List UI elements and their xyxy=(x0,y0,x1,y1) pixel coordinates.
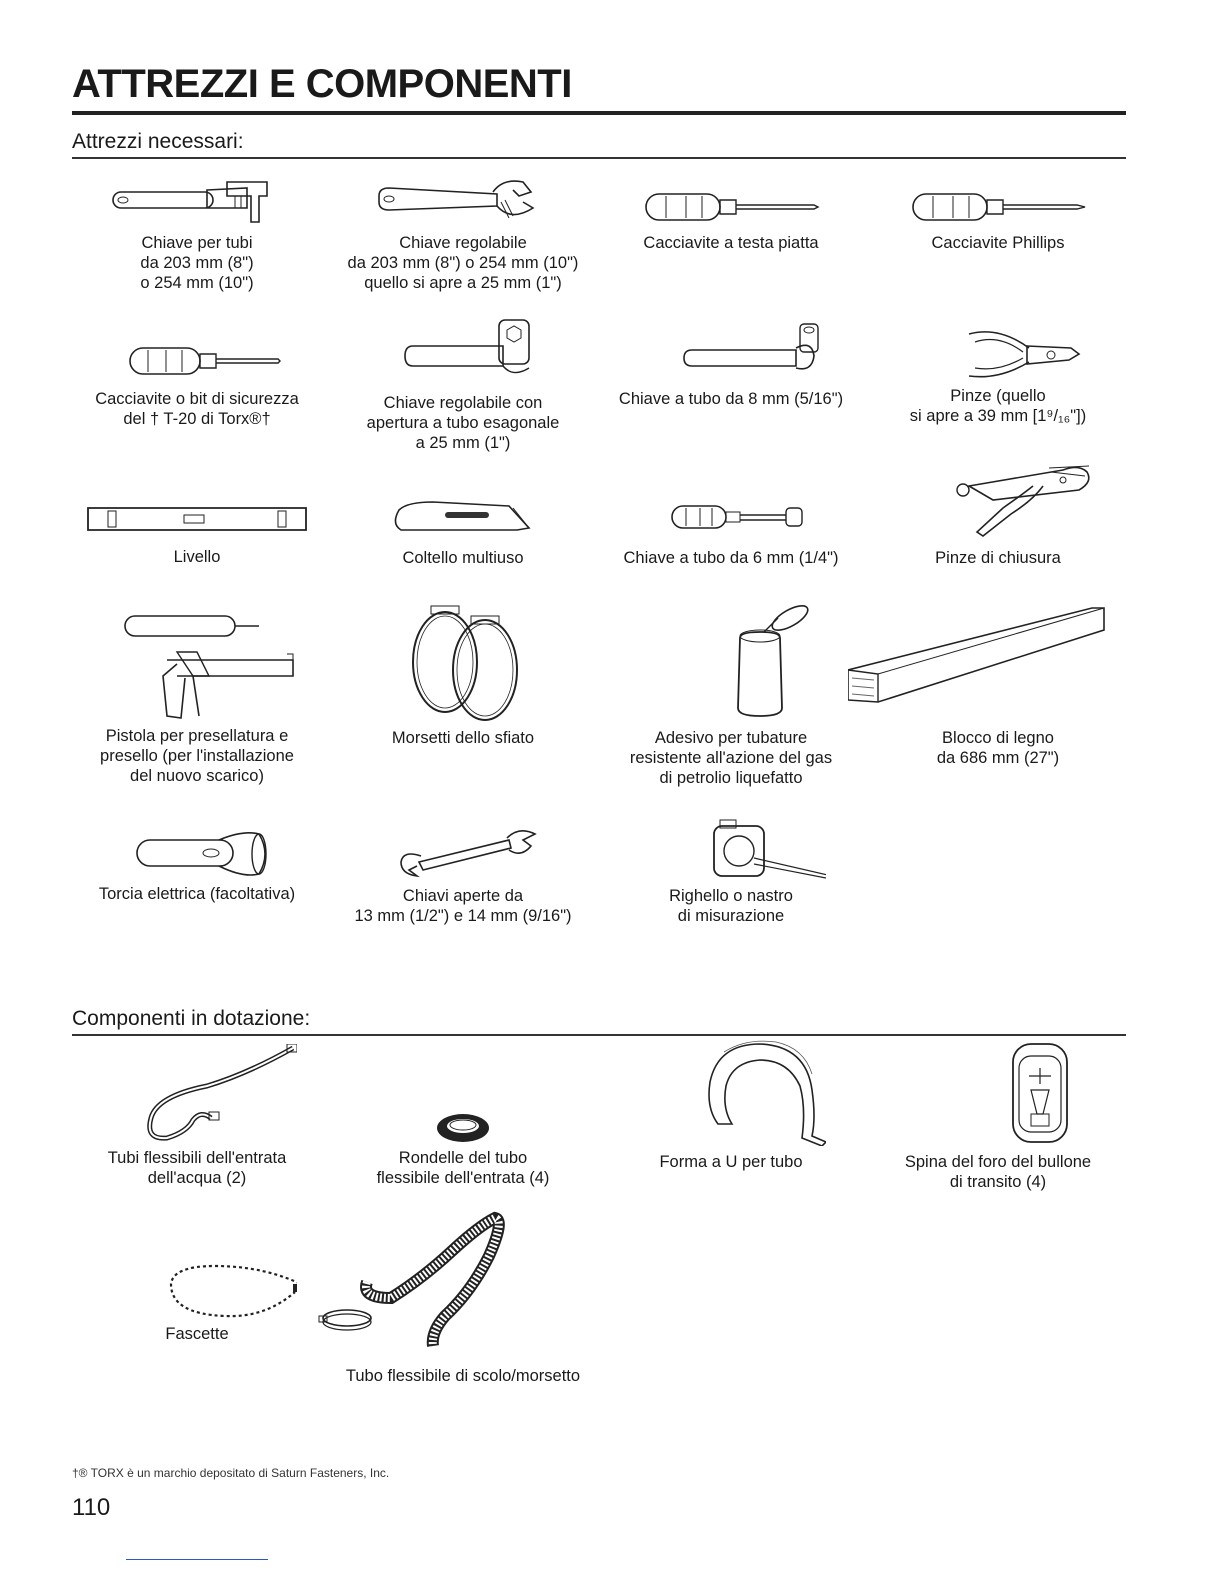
tool-label: Cacciavite Phillips xyxy=(931,234,1065,252)
part-label: Forma a U per tubo xyxy=(659,1153,803,1171)
tool-item xyxy=(323,178,603,293)
bolt-hole-plug-icon xyxy=(903,1040,1093,1146)
tool-label: Chiave a tubo da 6 mm (1/4") xyxy=(623,549,839,567)
hose-washer-icon xyxy=(373,1110,553,1146)
open-end-wrench-icon xyxy=(373,822,553,880)
flat-screwdriver-icon xyxy=(636,178,826,230)
page-number: 110 xyxy=(72,1494,111,1521)
utility-knife-icon xyxy=(373,494,553,540)
u-form-icon xyxy=(636,1038,826,1146)
vent-clamps-icon xyxy=(373,602,553,722)
nut-driver-6mm-icon xyxy=(636,496,826,540)
tool-item xyxy=(858,178,1138,253)
part-label: Rondelle del tubo flessibile dell'entrata (4) xyxy=(376,1149,550,1187)
flashlight-icon xyxy=(107,828,287,880)
page-title: ATTREZZI E COMPONENTI xyxy=(72,62,572,106)
caulking-gun-icon xyxy=(97,604,297,722)
blue-rule xyxy=(126,1559,268,1560)
inlet-hose-icon xyxy=(97,1044,297,1144)
tool-label: Pinze di chiusura xyxy=(935,549,1061,567)
tool-label: Torcia elettrica (facoltativa) xyxy=(98,885,296,903)
tool-label: Chiavi aperte da 13 mm (1/2") e 14 mm (9/16") xyxy=(354,887,572,925)
part-label: Spina del foro del bullone di transito (4) xyxy=(904,1153,1092,1191)
tool-item xyxy=(858,456,1138,568)
tool-label: Chiave regolabile con apertura a tubo esagonale a 25 mm (1") xyxy=(366,394,560,452)
adjustable-wrench-icon xyxy=(373,178,553,230)
part-label: Fascette xyxy=(165,1325,229,1343)
tool-label: Blocco di legno da 686 mm (27") xyxy=(936,729,1060,767)
tool-label: Righello o nastro di misurazione xyxy=(669,887,793,925)
part-label: Tubo flessibile di scolo/morsetto xyxy=(345,1367,581,1385)
tool-label: Chiave per tubi da 203 mm (8") o 254 mm (10") xyxy=(140,234,254,292)
tool-item xyxy=(858,322,1138,426)
tool-item xyxy=(591,818,871,926)
tool-label: Cacciavite a testa piatta xyxy=(643,234,819,252)
title-rule xyxy=(72,111,1126,115)
tool-label: Adesivo per tubature resistente all'azione del gas di petrolio liquefatto xyxy=(629,729,833,787)
torx-screwdriver-icon xyxy=(102,334,292,386)
tool-item xyxy=(591,320,871,409)
tools-heading: Attrezzi necessari: xyxy=(72,130,244,153)
level-icon xyxy=(82,500,312,540)
tool-item xyxy=(591,496,871,568)
part-item xyxy=(323,1110,603,1188)
tool-label: Chiave regolabile da 203 mm (8") o 254 mm (10") quello si apre a 25 mm (1") xyxy=(347,234,579,292)
part-item xyxy=(57,1044,337,1188)
tool-item xyxy=(323,822,603,926)
cable-tie-icon xyxy=(97,1256,297,1322)
tool-item xyxy=(591,178,871,253)
part-item xyxy=(323,1206,603,1386)
tool-item xyxy=(323,602,603,748)
wood-block-icon xyxy=(848,604,1118,722)
phillips-screwdriver-icon xyxy=(903,178,1093,230)
parts-heading-rule xyxy=(72,1034,1126,1036)
locking-pliers-icon xyxy=(893,456,1103,540)
tool-item xyxy=(57,828,337,904)
tool-item xyxy=(591,604,871,788)
tool-item xyxy=(57,500,337,567)
tool-label: Chiave a tubo da 8 mm (5/16") xyxy=(618,390,844,408)
tool-label: Morsetti dello sfiato xyxy=(391,729,535,747)
tool-item xyxy=(57,604,337,786)
part-item xyxy=(858,1040,1138,1192)
tool-label: Coltello multiuso xyxy=(402,549,524,567)
tool-label: Pinze (quello si apre a 39 mm [1⁹/₁₆"]) xyxy=(909,387,1087,425)
part-label: Tubi flessibili dell'entrata dell'acqua (2) xyxy=(107,1149,287,1187)
tool-item xyxy=(57,334,337,429)
pipe-wrench-icon xyxy=(107,178,287,230)
tool-label: Cacciavite o bit di sicurezza del † T-20 di Torx®† xyxy=(95,390,299,428)
tape-measure-icon xyxy=(636,818,826,884)
tool-label: Pistola per presellatura e presello (per l'installazione del nuovo scarico) xyxy=(100,727,294,785)
trademark-footnote: †® TORX è un marchio depositato di Saturn Fasteners, Inc. xyxy=(72,1466,390,1480)
pliers-icon xyxy=(903,322,1093,386)
tools-heading-rule xyxy=(72,157,1126,159)
hex-socket-wrench-icon xyxy=(373,316,553,386)
tool-item xyxy=(858,604,1138,768)
tool-item xyxy=(323,494,603,568)
tool-item xyxy=(323,316,603,453)
part-item xyxy=(591,1038,871,1172)
drain-hose-clamp-icon xyxy=(283,1206,563,1360)
pipe-compound-icon xyxy=(636,604,826,722)
tool-label: Livello xyxy=(173,548,221,566)
parts-heading: Componenti in dotazione: xyxy=(72,1007,311,1030)
socket-wrench-8mm-icon xyxy=(636,320,826,386)
tool-item xyxy=(57,178,337,293)
